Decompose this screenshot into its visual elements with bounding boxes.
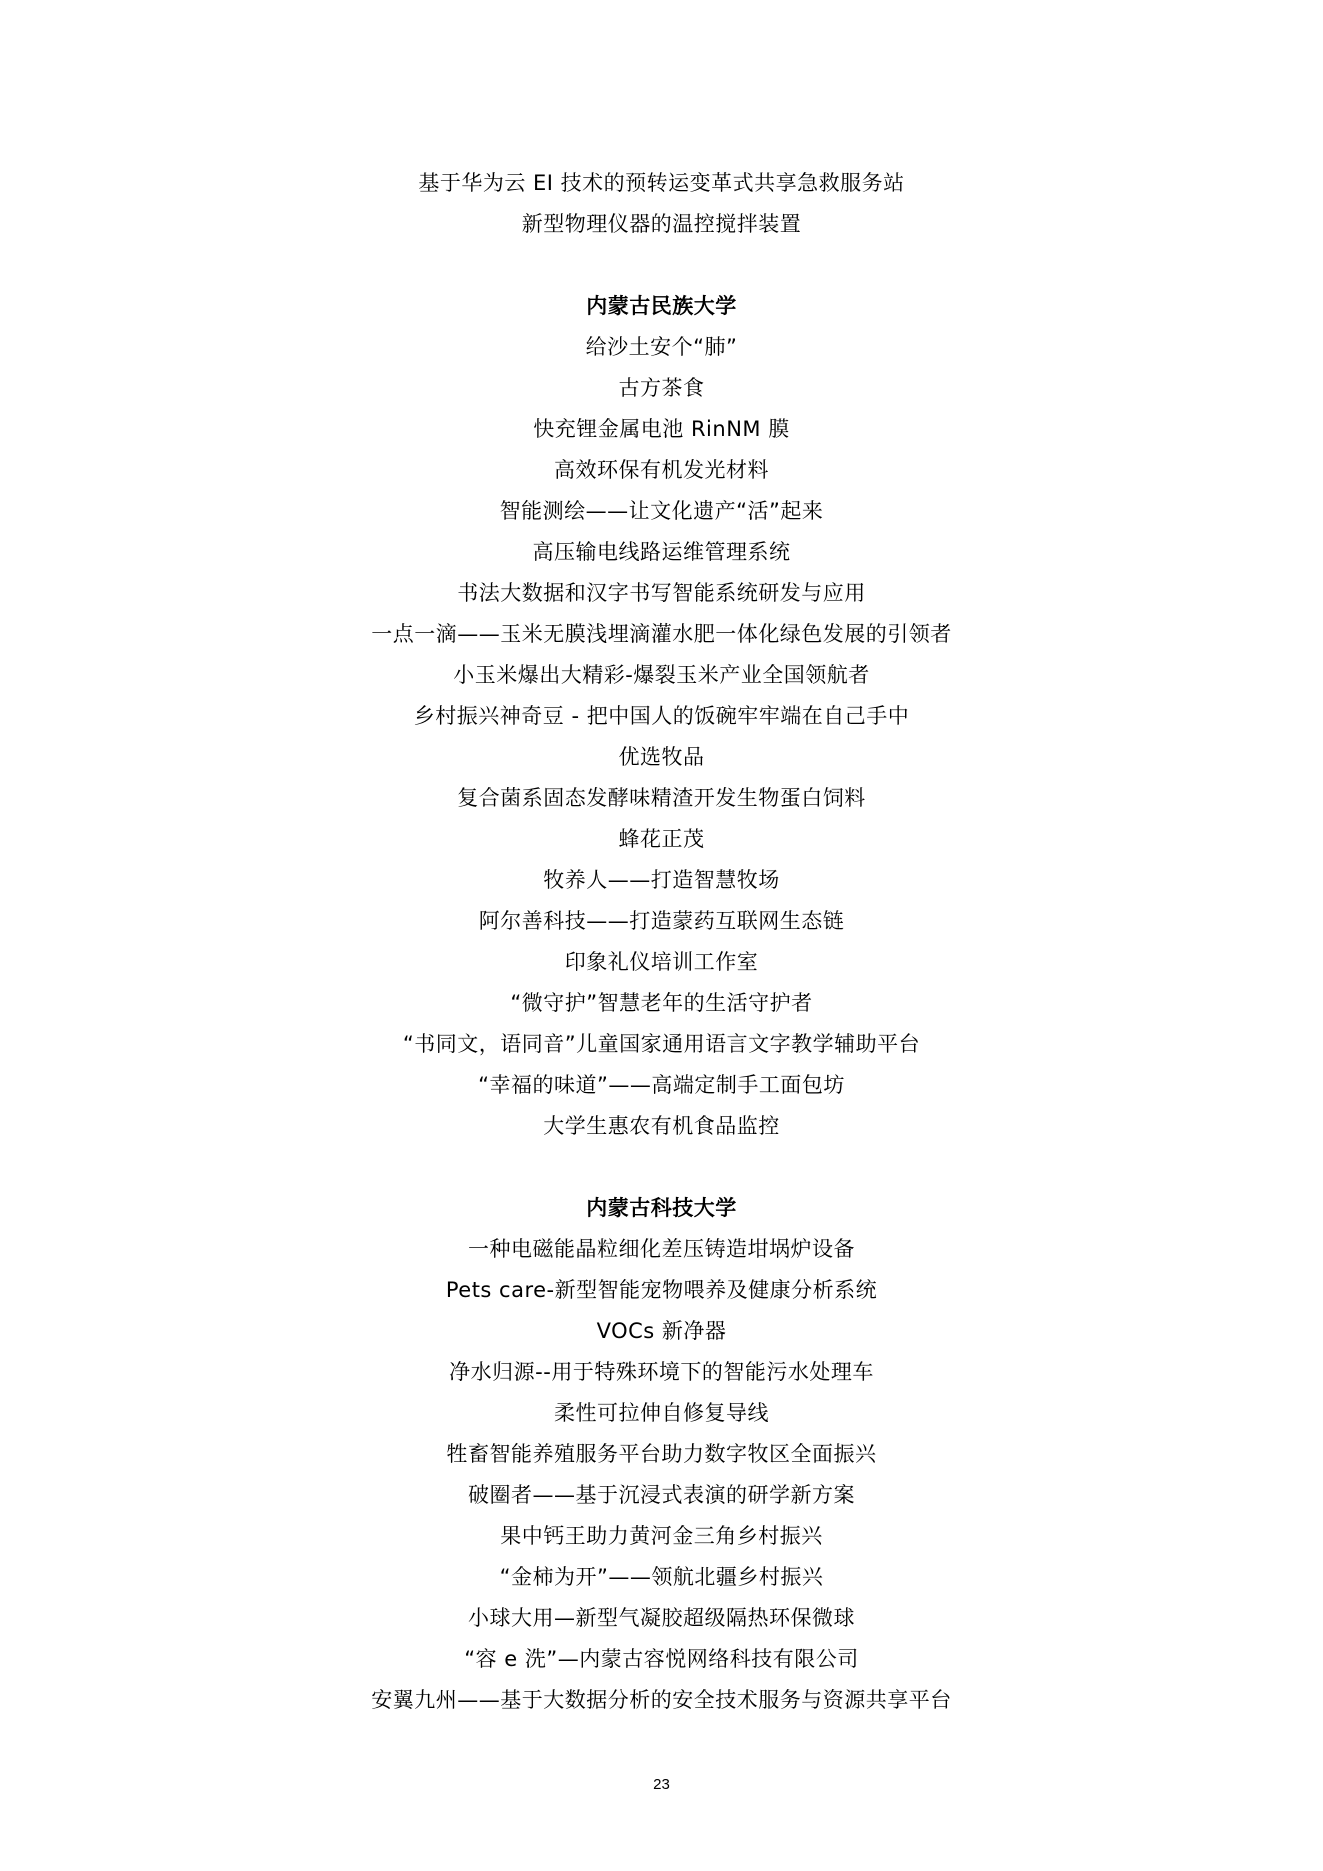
list-item: 牲畜智能养殖服务平台助力数字牧区全面振兴 [446, 1442, 877, 1466]
list-item: 净水归源--用于特殊环境下的智能污水处理车 [449, 1360, 874, 1384]
list-item: 蜂花正茂 [618, 827, 705, 851]
section-imust [0, 1188, 1323, 1721]
list-item: 一种电磁能晶粒细化差压铸造坩埚炉设备 [468, 1237, 855, 1261]
section-heading: 内蒙古民族大学 [586, 294, 737, 318]
list-item: 古方茶食 [618, 376, 705, 400]
list-item: 安翼九州——基于大数据分析的安全技术服务与资源共享平台 [371, 1688, 952, 1712]
list-item: 阿尔善科技——打造蒙药互联网生态链 [478, 909, 845, 933]
list-item: 小球大用—新型气凝胶超级隔热环保微球 [468, 1606, 855, 1630]
list-item: 优选牧品 [618, 745, 705, 769]
page-number: 23 [653, 1776, 670, 1793]
top-project-list [0, 163, 1323, 245]
list-item: 基于华为云 EI 技术的预转运变革式共享急救服务站 [418, 171, 905, 195]
list-item: 智能测绘——让文化遗产“活”起来 [499, 499, 824, 523]
list-item: “书同文，语同音”儿童国家通用语言文字教学辅助平台 [402, 1032, 921, 1056]
list-item: “幸福的味道”——高端定制手工面包坊 [478, 1073, 845, 1097]
list-item: VOCs 新净器 [596, 1319, 727, 1343]
project-list [0, 163, 1323, 1721]
section-heading: 内蒙古科技大学 [586, 1196, 737, 1220]
list-item: 一点一滴——玉米无膜浅埋滴灌水肥一体化绿色发展的引领者 [371, 622, 952, 646]
list-item: 复合菌系固态发酵味精渣开发生物蛋白饲料 [457, 786, 866, 810]
list-item: 小玉米爆出大精彩-爆裂玉米产业全国领航者 [453, 663, 870, 687]
section-spacer [0, 245, 1323, 286]
list-item: 书法大数据和汉字书写智能系统研发与应用 [457, 581, 866, 605]
list-item: Pets care-新型智能宠物喂养及健康分析系统 [445, 1278, 878, 1302]
list-item: 印象礼仪培训工作室 [564, 950, 759, 974]
list-item: “微守护”智慧老年的生活守护者 [510, 991, 813, 1015]
list-item: “容 e 洗”—内蒙古容悦网络科技有限公司 [464, 1647, 859, 1671]
list-item: 果中钙王助力黄河金三角乡村振兴 [500, 1524, 823, 1548]
list-item: 大学生惠农有机食品监控 [543, 1114, 780, 1138]
list-item: 破圈者——基于沉浸式表演的研学新方案 [468, 1483, 855, 1507]
list-item: 牧养人——打造智慧牧场 [543, 868, 780, 892]
list-item: “金柿为开”——领航北疆乡村振兴 [499, 1565, 824, 1589]
list-item: 给沙土安个“肺” [585, 335, 738, 359]
list-item: 高效环保有机发光材料 [554, 458, 769, 482]
list-item: 快充锂金属电池 RinNM 膜 [533, 417, 790, 441]
section-spacer [0, 1147, 1323, 1188]
list-item: 高压输电线路运维管理系统 [532, 540, 791, 564]
list-item: 柔性可拉伸自修复导线 [554, 1401, 769, 1425]
list-item: 新型物理仪器的温控搅拌装置 [521, 212, 802, 236]
section-imun [0, 286, 1323, 1147]
list-item: 乡村振兴神奇豆 - 把中国人的饭碗牢牢端在自己手中 [413, 704, 910, 728]
